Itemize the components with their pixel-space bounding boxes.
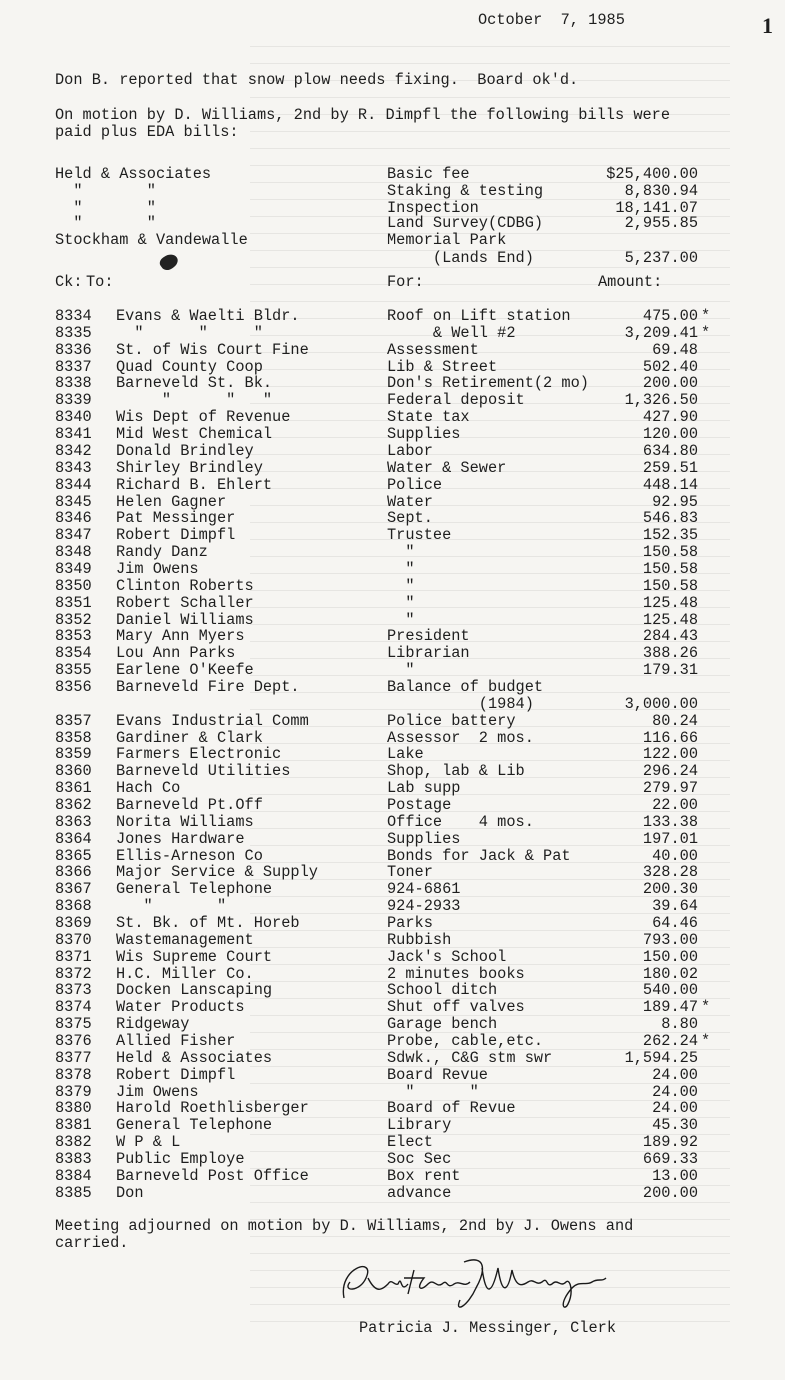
check-row <box>0 999 785 1016</box>
check-purpose: Board of Revue <box>387 1099 516 1118</box>
check-payee: Helen Gagner <box>116 492 227 511</box>
check-payee: Mary Ann Myers <box>116 627 245 646</box>
top-bill-row <box>0 183 785 200</box>
check-payee: Quad County Coop <box>116 357 263 376</box>
check-payee: W P & L <box>116 1133 181 1152</box>
check-payee: " " " <box>116 323 263 342</box>
check-row <box>0 645 785 662</box>
check-number: 8369 <box>55 914 92 932</box>
check-amount: 120.00 <box>642 425 698 443</box>
check-purpose: Federal deposit <box>387 391 525 410</box>
check-purpose: (1984) <box>387 694 534 713</box>
clerk-name: Patricia J. Messinger, Clerk <box>359 1319 617 1337</box>
check-number: 8367 <box>55 880 92 899</box>
check-purpose: " <box>387 593 415 612</box>
top-bill-to: " " <box>55 182 156 200</box>
check-number: 8362 <box>55 795 92 814</box>
top-bill-amount: 8,830.94 <box>624 182 698 200</box>
check-purpose: 2 minutes books <box>387 964 525 983</box>
check-row <box>0 1067 785 1084</box>
check-amount: 180.02 <box>642 964 698 983</box>
check-purpose: Lake <box>387 745 424 764</box>
check-payee: Allied Fisher <box>116 1032 236 1050</box>
check-number: 8335 <box>55 323 92 342</box>
check-payee: Barneveld St. Bk. <box>116 374 273 393</box>
check-amount: 388.26 <box>642 644 698 663</box>
check-row <box>0 932 785 949</box>
check-row <box>0 966 785 983</box>
check-number: 8344 <box>55 475 92 494</box>
check-payee: " " " <box>116 391 273 410</box>
check-amount: 150.58 <box>642 543 698 561</box>
check-amount: 150.58 <box>642 576 698 595</box>
check-payee: Robert Schaller <box>116 593 254 612</box>
check-number: 8385 <box>55 1183 92 1202</box>
top-bill-for: Basic fee <box>387 165 470 183</box>
check-purpose: " <box>387 661 415 680</box>
check-number: 8374 <box>55 998 92 1017</box>
check-payee: Farmers Electronic <box>116 745 282 764</box>
check-row <box>0 477 785 494</box>
check-row <box>0 409 785 426</box>
column-header-to: To: <box>86 273 114 291</box>
check-purpose: Water <box>387 492 433 511</box>
check-row <box>0 578 785 595</box>
check-row <box>0 831 785 848</box>
check-amount: 200.00 <box>642 1183 698 1202</box>
check-amount: 189.47 <box>642 998 698 1017</box>
check-payee: Mid West Chemical <box>116 425 273 443</box>
top-bill-for: (Lands End) <box>387 249 534 267</box>
check-payee: Ridgeway <box>116 1015 190 1034</box>
check-row <box>0 814 785 831</box>
check-payee: Earlene O'Keefe <box>116 661 254 680</box>
check-number: 8364 <box>55 829 92 848</box>
check-number: 8342 <box>55 441 92 460</box>
check-amount: 150.58 <box>642 559 698 578</box>
check-purpose: Library <box>387 1116 452 1135</box>
check-row <box>0 1185 785 1202</box>
check-row <box>0 1168 785 1185</box>
check-number: 8380 <box>55 1099 92 1118</box>
check-purpose: " " <box>387 1082 479 1101</box>
check-purpose: Assessor 2 mos. <box>387 728 534 747</box>
check-amount: 39.64 <box>652 897 698 916</box>
check-number: 8373 <box>55 981 92 1000</box>
check-amount: 259.51 <box>642 458 698 477</box>
check-payee: Major Service & Supply <box>116 863 318 882</box>
check-payee: Richard B. Ehlert <box>116 475 273 494</box>
check-asterisk: * <box>701 1032 711 1050</box>
check-payee: Wis Supreme Court <box>116 947 273 966</box>
check-asterisk: * <box>701 307 711 325</box>
check-purpose: Lib & Street <box>387 357 498 376</box>
check-amount: 262.24 <box>642 1032 698 1050</box>
check-purpose: Librarian <box>387 644 470 663</box>
check-number: 8340 <box>55 408 92 427</box>
check-number: 8341 <box>55 425 92 443</box>
check-payee: General Telephone <box>116 880 273 899</box>
check-purpose: Bonds for Jack & Pat <box>387 846 571 865</box>
check-amount: 22.00 <box>652 795 698 814</box>
check-row <box>0 1016 785 1033</box>
check-number: 8339 <box>55 391 92 410</box>
top-bill-for: Memorial Park <box>387 231 507 249</box>
check-purpose: " <box>387 610 415 629</box>
check-row <box>0 881 785 898</box>
check-payee: General Telephone <box>116 1116 273 1135</box>
check-purpose: 924-2933 <box>387 897 461 916</box>
check-number: 8355 <box>55 661 92 680</box>
check-number: 8336 <box>55 340 92 359</box>
check-payee: Barneveld Post Office <box>116 1166 309 1185</box>
check-purpose: State tax <box>387 408 470 427</box>
check-payee: Norita Williams <box>116 812 254 831</box>
check-purpose: Balance of budget <box>387 677 544 696</box>
check-payee: Harold Roethlisberger <box>116 1099 309 1118</box>
check-purpose: 924-6861 <box>387 880 461 899</box>
top-bill-row <box>0 215 785 232</box>
check-row <box>0 443 785 460</box>
top-bill-amount: 2,955.85 <box>624 214 698 232</box>
top-bill-amount: 18,141.07 <box>615 199 698 217</box>
check-purpose: " <box>387 576 415 595</box>
check-payee: Evans & Waelti Bldr. <box>116 307 300 325</box>
check-payee: Robert Dimpfl <box>116 526 236 545</box>
check-number: 8372 <box>55 964 92 983</box>
check-purpose: Sdwk., C&G stm swr <box>387 1048 553 1067</box>
check-number: 8368 <box>55 897 92 916</box>
check-row <box>0 527 785 544</box>
check-number: 8357 <box>55 711 92 730</box>
check-payee: Don <box>116 1183 144 1202</box>
top-bill-to: Held & Associates <box>55 165 212 183</box>
check-payee: Lou Ann Parks <box>116 644 236 663</box>
check-amount: 116.66 <box>642 728 698 747</box>
check-amount: 40.00 <box>652 846 698 865</box>
check-payee: Hach Co <box>116 779 181 798</box>
check-row <box>0 308 785 325</box>
check-amount: 24.00 <box>652 1099 698 1118</box>
check-number: 8365 <box>55 846 92 865</box>
top-bill-row <box>0 166 785 183</box>
check-amount: 125.48 <box>642 593 698 612</box>
check-number: 8370 <box>55 930 92 949</box>
check-purpose: Trustee <box>387 526 452 545</box>
check-amount: 200.30 <box>642 880 698 899</box>
check-amount: 179.31 <box>642 661 698 680</box>
top-bill-to: " " <box>55 199 156 217</box>
check-purpose: Water & Sewer <box>387 458 507 477</box>
top-bill-to: Stockham & Vandewalle <box>55 231 248 249</box>
check-amount: 669.33 <box>642 1150 698 1168</box>
check-payee: Jones Hardware <box>116 829 245 848</box>
check-number: 8363 <box>55 812 92 831</box>
check-row <box>0 746 785 763</box>
check-purpose: Assessment <box>387 340 479 359</box>
check-payee: Barneveld Pt.Off <box>116 795 263 814</box>
check-row <box>0 544 785 561</box>
check-number: 8376 <box>55 1032 92 1050</box>
check-row <box>0 797 785 814</box>
check-amount: 540.00 <box>642 981 698 1000</box>
check-row <box>0 696 785 713</box>
check-amount: 24.00 <box>652 1082 698 1101</box>
check-payee: St. of Wis Court Fine <box>116 340 309 359</box>
check-amount: 13.00 <box>652 1166 698 1185</box>
check-row <box>0 1117 785 1134</box>
check-number: 8354 <box>55 644 92 663</box>
check-payee: " " <box>116 897 227 916</box>
check-number: 8350 <box>55 576 92 595</box>
check-amount: 448.14 <box>642 475 698 494</box>
check-number: 8338 <box>55 374 92 393</box>
check-amount: 152.35 <box>642 526 698 545</box>
check-payee: Docken Lanscaping <box>116 981 273 1000</box>
check-purpose: Police <box>387 475 443 494</box>
top-bill-to: " " <box>55 214 156 232</box>
check-payee: Ellis-Arneson Co <box>116 846 263 865</box>
document-date: October 7, 1985 <box>478 11 625 29</box>
check-row <box>0 1033 785 1050</box>
top-bill-for: Land Survey(CDBG) <box>387 214 544 232</box>
check-row <box>0 628 785 645</box>
check-row <box>0 1100 785 1117</box>
check-purpose: Board Revue <box>387 1065 488 1084</box>
check-amount: 427.90 <box>642 408 698 427</box>
top-bill-row <box>0 250 785 267</box>
check-number: 8348 <box>55 543 92 561</box>
check-purpose: Toner <box>387 863 433 882</box>
check-amount: 296.24 <box>642 762 698 781</box>
check-purpose: Roof on Lift station <box>387 307 571 325</box>
check-number: 8378 <box>55 1065 92 1084</box>
check-purpose: Supplies <box>387 829 461 848</box>
check-row <box>0 915 785 932</box>
check-purpose: Soc Sec <box>387 1150 452 1168</box>
top-bill-for: Staking & testing <box>387 182 544 200</box>
check-number: 8351 <box>55 593 92 612</box>
check-purpose: & Well #2 <box>387 323 516 342</box>
check-row <box>0 662 785 679</box>
check-number: 8366 <box>55 863 92 882</box>
check-row <box>0 510 785 527</box>
check-purpose: advance <box>387 1183 452 1202</box>
check-purpose: " <box>387 543 415 561</box>
bills-motion: On motion by D. Williams, 2nd by R. Dimpfl the following bills were paid plus EDA bills: <box>55 106 671 141</box>
check-payee: Clinton Roberts <box>116 576 254 595</box>
check-number: 8349 <box>55 559 92 578</box>
check-payee: Held & Associates <box>116 1048 273 1067</box>
check-number: 8379 <box>55 1082 92 1101</box>
adjournment-note: Meeting adjourned on motion by D. Williams, 2nd by J. Owens and carried. <box>55 1217 634 1252</box>
check-number: 8381 <box>55 1116 92 1135</box>
check-purpose: Supplies <box>387 425 461 443</box>
check-number: 8360 <box>55 762 92 781</box>
column-header-amount: Amount: <box>598 273 663 291</box>
check-payee: St. Bk. of Mt. Horeb <box>116 914 300 932</box>
check-purpose: Police battery <box>387 711 516 730</box>
check-payee: Wis Dept of Revenue <box>116 408 291 427</box>
check-row <box>0 982 785 999</box>
column-header-for: For: <box>387 273 424 291</box>
check-row <box>0 325 785 342</box>
check-row <box>0 1084 785 1101</box>
check-row <box>0 342 785 359</box>
check-amount: 150.00 <box>642 947 698 966</box>
check-payee: Barneveld Fire Dept. <box>116 677 300 696</box>
check-purpose: Shut off valves <box>387 998 525 1017</box>
check-asterisk: * <box>701 323 711 342</box>
check-row <box>0 1134 785 1151</box>
check-amount: 793.00 <box>642 930 698 949</box>
check-number: 8356 <box>55 677 92 696</box>
check-amount: 328.28 <box>642 863 698 882</box>
check-amount: 189.92 <box>642 1133 698 1152</box>
check-payee: Barneveld Utilities <box>116 762 291 781</box>
check-number: 8352 <box>55 610 92 629</box>
check-asterisk: * <box>701 998 711 1017</box>
check-row <box>0 460 785 477</box>
check-number: 8343 <box>55 458 92 477</box>
check-row <box>0 359 785 376</box>
check-amount: 69.48 <box>652 340 698 359</box>
check-purpose: Garage bench <box>387 1015 498 1034</box>
check-row <box>0 494 785 511</box>
check-row <box>0 595 785 612</box>
check-number: 8375 <box>55 1015 92 1034</box>
check-purpose: Lab supp <box>387 779 461 798</box>
check-number: 8345 <box>55 492 92 511</box>
check-amount: 133.38 <box>642 812 698 831</box>
check-purpose: School ditch <box>387 981 498 1000</box>
check-payee: Evans Industrial Comm <box>116 711 309 730</box>
check-purpose: Postage <box>387 795 452 814</box>
check-amount: 200.00 <box>642 374 698 393</box>
check-payee: Public Employe <box>116 1150 245 1168</box>
check-row <box>0 949 785 966</box>
check-amount: 284.43 <box>642 627 698 646</box>
check-purpose: Labor <box>387 441 433 460</box>
check-amount: 92.95 <box>652 492 698 511</box>
check-row <box>0 375 785 392</box>
check-payee: Jim Owens <box>116 559 199 578</box>
check-amount: 8.80 <box>661 1015 698 1034</box>
top-bill-amount: 5,237.00 <box>624 249 698 267</box>
check-purpose: Shop, lab & Lib <box>387 762 525 781</box>
check-number: 8377 <box>55 1048 92 1067</box>
check-row <box>0 780 785 797</box>
check-row <box>0 848 785 865</box>
check-payee: Daniel Williams <box>116 610 254 629</box>
check-number: 8358 <box>55 728 92 747</box>
check-amount: 3,209.41 <box>624 323 698 342</box>
check-amount: 546.83 <box>642 509 698 528</box>
check-row <box>0 763 785 780</box>
check-purpose: Probe, cable,etc. <box>387 1032 544 1050</box>
check-amount: 1,594.25 <box>624 1048 698 1067</box>
check-payee: Gardiner & Clark <box>116 728 263 747</box>
check-row <box>0 426 785 443</box>
top-bill-for: Inspection <box>387 199 479 217</box>
check-number: 8353 <box>55 627 92 646</box>
check-amount: 634.80 <box>642 441 698 460</box>
check-purpose: Office 4 mos. <box>387 812 534 831</box>
check-payee: Wastemanagement <box>116 930 254 949</box>
check-payee: Robert Dimpfl <box>116 1065 236 1084</box>
check-payee: Donald Brindley <box>116 441 254 460</box>
check-number: 8382 <box>55 1133 92 1152</box>
page-number: 1 <box>762 13 773 38</box>
check-row <box>0 392 785 409</box>
top-bill-row <box>0 232 785 249</box>
check-payee: Randy Danz <box>116 543 208 561</box>
check-purpose: Elect <box>387 1133 433 1152</box>
check-number: 8347 <box>55 526 92 545</box>
check-amount: 24.00 <box>652 1065 698 1084</box>
check-number: 8384 <box>55 1166 92 1185</box>
check-row <box>0 1151 785 1168</box>
check-purpose: Rubbish <box>387 930 452 949</box>
check-row <box>0 713 785 730</box>
check-amount: 279.97 <box>642 779 698 798</box>
check-row <box>0 679 785 696</box>
check-number: 8361 <box>55 779 92 798</box>
check-row <box>0 864 785 881</box>
check-purpose: Box rent <box>387 1166 461 1185</box>
check-number: 8337 <box>55 357 92 376</box>
top-bill-amount: $25,400.00 <box>606 165 698 183</box>
snow-plow-note: Don B. reported that snow plow needs fixing. Board ok'd. <box>55 71 579 89</box>
check-purpose: " <box>387 559 415 578</box>
check-number: 8346 <box>55 509 92 528</box>
check-purpose: Don's Retirement(2 mo) <box>387 374 589 393</box>
column-header-ck: Ck: <box>55 273 83 291</box>
check-row <box>0 730 785 747</box>
check-payee: Shirley Brindley <box>116 458 263 477</box>
check-purpose: Jack's School <box>387 947 507 966</box>
check-row <box>0 898 785 915</box>
check-amount: 125.48 <box>642 610 698 629</box>
check-number: 8371 <box>55 947 92 966</box>
check-purpose: President <box>387 627 470 646</box>
check-row <box>0 612 785 629</box>
check-purpose: Parks <box>387 914 433 932</box>
check-payee: Jim Owens <box>116 1082 199 1101</box>
check-amount: 45.30 <box>652 1116 698 1135</box>
check-amount: 1,326.50 <box>624 391 698 410</box>
handwritten-signature <box>336 1248 616 1320</box>
check-payee: Pat Messinger <box>116 509 236 528</box>
check-amount: 502.40 <box>642 357 698 376</box>
check-amount: 475.00 <box>642 307 698 325</box>
check-row <box>0 561 785 578</box>
check-number: 8334 <box>55 307 92 325</box>
check-payee: H.C. Miller Co. <box>116 964 254 983</box>
check-amount: 80.24 <box>652 711 698 730</box>
check-amount: 197.01 <box>642 829 698 848</box>
check-purpose: Sept. <box>387 509 433 528</box>
check-number: 8383 <box>55 1150 92 1168</box>
check-payee: Water Products <box>116 998 245 1017</box>
check-amount: 64.46 <box>652 914 698 932</box>
check-number: 8359 <box>55 745 92 764</box>
check-row <box>0 1050 785 1067</box>
check-amount: 122.00 <box>642 745 698 764</box>
check-amount: 3,000.00 <box>624 694 698 713</box>
